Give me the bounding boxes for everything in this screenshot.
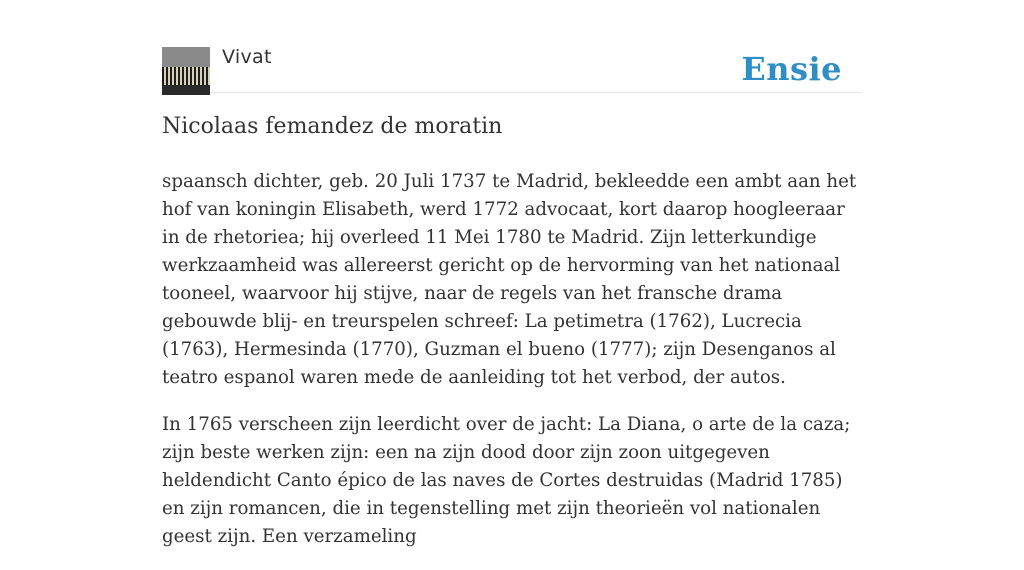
article-body [162, 168, 862, 570]
brand-logo[interactable]: Ensie [741, 50, 842, 88]
bookshelf-icon [162, 67, 210, 85]
header [162, 46, 862, 93]
author-name[interactable]: Vivat [222, 46, 272, 68]
avatar-shelf-bottom [162, 85, 210, 95]
avatar-shelf-top [162, 47, 210, 67]
author-avatar[interactable] [162, 47, 210, 95]
article-paragraph: spaansch dichter, geb. 20 Juli 1737 te Madrid, bekleedde een ambt aan het hof van koningin Elisabeth, werd 1772 advocaat, kort daarop hoogleeraar in de rhetoriea; hij overleed 11 Mei 1780 te Madrid. Zijn letterkundige werkzaamheid was allereerst gericht op de hervorming van het nationaal tooneel, waarvoor hij stijve, naar de regels van het fransche drama gebouwde blij- en treurspelen schreef: La petimetra (1762), Lucrecia (1763), Hermesinda (1770), Guzman el bueno (1777); zijn Desenganos al teatro espanol waren mede de aanleiding tot het verbod, der autos. [162, 171, 857, 388]
article-paragraph: In 1765 verscheen zijn leerdicht over de jacht: La Diana, o arte de la caza; zijn beste werken zijn: een na zijn dood door zijn zoon uitgegeven heldendicht Canto épico de las naves de Cortes destruidas (Madrid 1785) en zijn romancen, die in tegenstelling met zijn theorieën vol nationalen geest zijn. Een verzameling [162, 414, 851, 547]
article-title: Nicolaas femandez de moratin [162, 114, 503, 139]
